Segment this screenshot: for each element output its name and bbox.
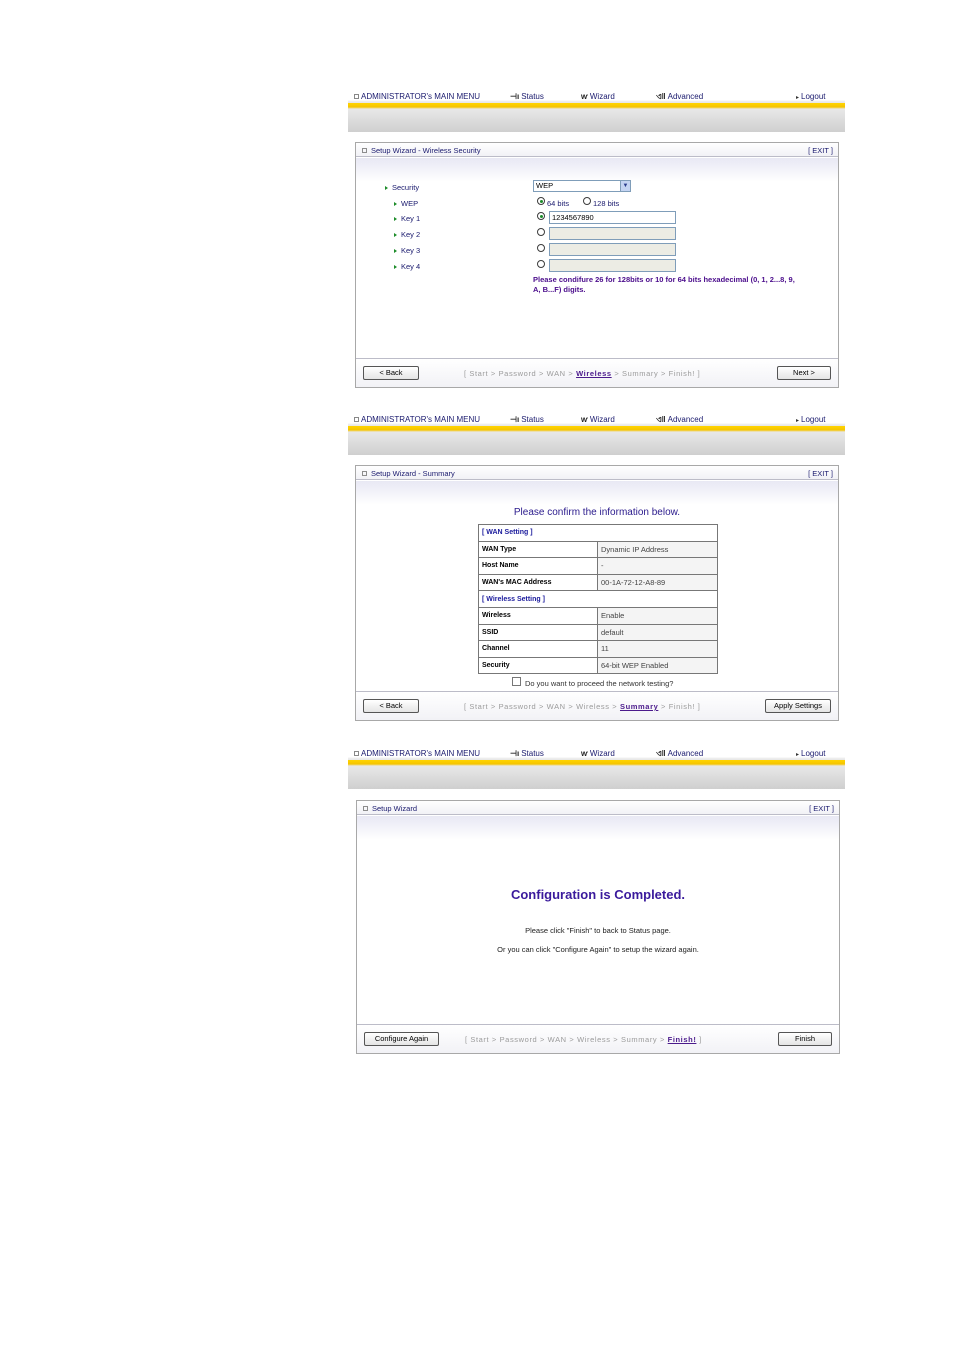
status-link[interactable]: ⊣ı Status — [510, 415, 544, 424]
key1-input[interactable]: 1234567890 — [549, 211, 676, 224]
security-select[interactable]: WEP ▼ — [533, 180, 631, 192]
advanced-link[interactable]: ଏ‖ Advanced — [656, 749, 704, 758]
bullet-arrow-icon — [394, 249, 397, 253]
table-row: SSID default — [479, 624, 718, 641]
header-shade — [356, 481, 838, 505]
network-testing-checkbox[interactable] — [512, 677, 521, 686]
table-row: Channel 11 — [479, 641, 718, 658]
panel-footer — [356, 691, 838, 720]
back-button[interactable]: < Back — [363, 699, 419, 713]
radio-128-label: 128 bits — [593, 199, 620, 208]
wizard-steps: [ Start > Password > WAN > Wireless > Summary > Finish! ] — [465, 1035, 702, 1044]
network-testing-label: Do you want to proceed the network testing? — [525, 679, 674, 688]
key3-input[interactable] — [549, 243, 676, 256]
key3-label: Key 3 — [394, 246, 420, 255]
security-label: Security — [385, 183, 419, 192]
next-button[interactable]: Next > — [777, 366, 831, 380]
logout-link[interactable]: ▸ Logout — [796, 749, 826, 758]
wizard-icon: ⱳ — [581, 749, 588, 758]
exit-link[interactable]: [ EXIT ] — [808, 146, 833, 155]
admin-menubar — [348, 747, 845, 789]
square-icon — [362, 148, 367, 153]
key4-input[interactable] — [549, 259, 676, 272]
wizard-link[interactable]: ⱳ Wizard — [581, 92, 615, 101]
main-menu-link[interactable]: ADMINISTRATOR's MAIN MENU — [354, 749, 480, 758]
key3-radio[interactable] — [537, 244, 545, 252]
key1-label: Key 1 — [394, 214, 420, 223]
completed-panel — [356, 800, 840, 1054]
bullet-arrow-icon — [385, 186, 388, 190]
current-step: Wireless — [576, 369, 612, 378]
bullet-arrow-icon — [394, 265, 397, 269]
wizard-icon: ⱳ — [581, 415, 588, 424]
key-format-note: Please condifure 26 for 128bits or 10 for 64 bits hexadecimal (0, 1, 2...8, 9, A, B...F) digits. — [533, 275, 795, 294]
wizard-link[interactable]: ⱳ Wizard — [581, 415, 615, 424]
finish-hint: Please click "Finish" to back to Status page. — [525, 926, 671, 935]
bullet-arrow-icon — [394, 217, 397, 221]
status-link[interactable]: ⊣ı Status — [510, 749, 544, 758]
admin-menubar — [348, 90, 845, 132]
square-icon — [363, 806, 368, 811]
configure-again-hint: Or you can click "Configure Again" to setup the wizard again. — [497, 945, 699, 954]
bullet-arrow-icon — [394, 202, 397, 206]
wan-section-header: [ WAN Setting ] — [479, 525, 718, 542]
key4-label: Key 4 — [394, 262, 420, 271]
advanced-link[interactable]: ଏ‖ Advanced — [656, 415, 704, 424]
completed-heading: Configuration is Completed. — [510, 887, 686, 902]
wizard-steps: [ Start > Password > WAN > Wireless > Summary > Finish! ] — [464, 369, 701, 378]
panel-title: Setup Wizard - Wireless Security — [362, 146, 481, 155]
current-step: Summary — [619, 702, 659, 711]
admin-menubar — [348, 413, 845, 455]
finish-button[interactable]: Finish — [778, 1032, 832, 1046]
key4-radio[interactable] — [537, 260, 545, 268]
arrow-right-icon: ▸ — [796, 95, 800, 101]
logout-link[interactable]: ▸ Logout — [796, 92, 826, 101]
current-step: Finish! — [667, 1035, 697, 1044]
panel-header — [356, 466, 838, 480]
wireless-security-panel — [355, 142, 839, 388]
radio-128-bits[interactable] — [583, 197, 591, 205]
wizard-link[interactable]: ⱳ Wizard — [581, 749, 615, 758]
apply-settings-button[interactable]: Apply Settings — [765, 699, 831, 713]
summary-panel — [355, 465, 839, 721]
table-row: Wireless Enable — [479, 607, 718, 624]
back-button[interactable]: < Back — [363, 366, 419, 380]
key2-label: Key 2 — [394, 230, 420, 239]
header-shade — [357, 816, 839, 840]
table-row: WAN Type Dynamic IP Address — [479, 541, 718, 558]
arrow-right-icon: ▸ — [796, 752, 800, 758]
status-link[interactable]: ⊣ı Status — [510, 92, 544, 101]
configure-again-button[interactable]: Configure Again — [364, 1032, 439, 1046]
wep-label: WEP — [394, 199, 418, 208]
header-shade — [356, 158, 838, 182]
menu-square-icon — [354, 751, 359, 756]
key2-input[interactable] — [549, 227, 676, 240]
square-icon — [362, 471, 367, 476]
bullet-arrow-icon — [394, 233, 397, 237]
chevron-down-icon[interactable]: ▼ — [620, 181, 630, 191]
advanced-icon: ଏ‖ — [656, 749, 666, 758]
menu-square-icon — [354, 417, 359, 422]
panel-title: Setup Wizard - Summary — [362, 469, 455, 478]
menu-square-icon — [354, 94, 359, 99]
logout-link[interactable]: ▸ Logout — [796, 415, 826, 424]
panel-title: Setup Wizard — [363, 804, 417, 813]
exit-link[interactable]: [ EXIT ] — [808, 469, 833, 478]
key1-radio[interactable] — [537, 212, 545, 220]
advanced-link[interactable]: ଏ‖ Advanced — [656, 92, 704, 101]
table-row: Security 64-bit WEP Enabled — [479, 657, 718, 674]
main-menu-link[interactable]: ADMINISTRATOR's MAIN MENU — [354, 92, 480, 101]
advanced-icon: ଏ‖ — [656, 415, 666, 424]
status-icon: ⊣ı — [510, 749, 520, 758]
arrow-right-icon: ▸ — [796, 418, 800, 424]
table-row — [479, 591, 718, 608]
exit-link[interactable]: [ EXIT ] — [809, 804, 834, 813]
panel-header — [357, 801, 839, 815]
advanced-icon: ଏ‖ — [656, 92, 666, 101]
confirm-heading: Please confirm the information below. — [513, 507, 681, 518]
wizard-icon: ⱳ — [581, 92, 588, 101]
status-icon: ⊣ı — [510, 92, 520, 101]
table-row — [479, 525, 718, 542]
table-row: WAN's MAC Address 00-1A-72-12-A8-89 — [479, 574, 718, 591]
panel-footer — [357, 1024, 839, 1053]
panel-footer — [356, 358, 838, 387]
radio-64-label: 64 bits — [547, 199, 570, 208]
summary-table — [478, 524, 718, 674]
key2-radio[interactable] — [537, 228, 545, 236]
main-menu-link[interactable]: ADMINISTRATOR's MAIN MENU — [354, 415, 480, 424]
table-row: Host Name - — [479, 558, 718, 575]
radio-64-bits[interactable] — [537, 197, 545, 205]
panel-header — [356, 143, 838, 157]
wizard-steps: [ Start > Password > WAN > Wireless > Summary > Finish! ] — [464, 702, 701, 711]
status-icon: ⊣ı — [510, 415, 520, 424]
wireless-section-header: [ Wireless Setting ] — [479, 591, 718, 608]
